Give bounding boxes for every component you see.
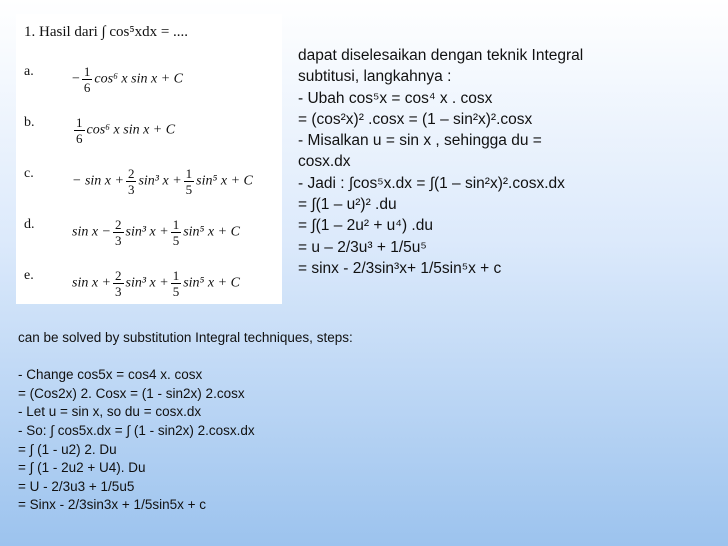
solution-line: = ∫ (1 - u2) 2. Du xyxy=(18,441,117,457)
solution-line: - Ubah cos⁵x = cos⁴ x . cosx xyxy=(298,89,493,107)
solution-line: = (cos²x)² .cosx = (1 – sin²x)².cosx xyxy=(298,110,533,128)
solution-line: - Let u = sin x, so du = cosx.dx xyxy=(18,404,202,420)
solution-line: subtitusi, langkahnya : xyxy=(298,68,452,86)
solution-line: = U - 2/3u3 + 1/5u5 xyxy=(18,478,135,494)
question-title: 1. Hasil dari ∫ cos⁵xdx = .... xyxy=(24,24,189,40)
indonesian-solution xyxy=(298,45,698,279)
solution-line: - Change cos5x = cos4 x. cosx xyxy=(18,367,203,383)
solution-line: = ∫(1 – 2u² + u⁴) .du xyxy=(298,217,433,235)
solution-line: - Misalkan u = sin x , sehingga du = xyxy=(298,132,542,150)
solution-line: = ∫ (1 - 2u2 + U4). Du xyxy=(18,460,146,476)
solution-line: = Sinx - 2/3sin3x + 1/5sin5x + c xyxy=(18,497,206,513)
solution-line: = (Cos2x) 2. Cosx = (1 - sin2x) 2.cosx xyxy=(18,385,245,401)
solution-line: can be solved by substitution Integral techniques, steps: xyxy=(18,330,353,345)
english-solution xyxy=(18,329,618,515)
question-image: 1. Hasil dari ∫ cos⁵xdx = .... a. − $\frac{1}{6}$ cos⁶ x sin x + C b. $\frac{1}{6}$ cos⁶ x sin x + C c. − sin x + $\frac{2}{3}$ sin³ x + $\frac{1}{5}$ sin⁵ x + C d. sin x − $\frac{2}{3}$ sin³ x + $\frac{1}{5}$ sin⁵ x + C e. sin x + $\frac{2}{3}$ sin³ x + $\frac{1}{5}$ sin⁵ x + C xyxy=(16,14,282,304)
solution-line: dapat diselesaikan dengan teknik Integral xyxy=(298,47,584,64)
solution-line: cosx.dx xyxy=(298,153,351,171)
solution-line: = ∫(1 – u²)² .du xyxy=(298,196,397,214)
solution-line: = u – 2/3u³ + 1/5u⁵ xyxy=(298,238,427,256)
solution-line: - Jadi : ∫cos⁵x.dx = ∫(1 – sin²x)².cosx.dx xyxy=(298,174,565,192)
solution-line: = sinx - 2/3sin³x+ 1/5sin⁵x + c xyxy=(298,259,502,277)
solution-line: - So: ∫ cos5x.dx = ∫ (1 - sin2x) 2.cosx.dx xyxy=(18,422,255,438)
solution-line xyxy=(18,348,618,367)
